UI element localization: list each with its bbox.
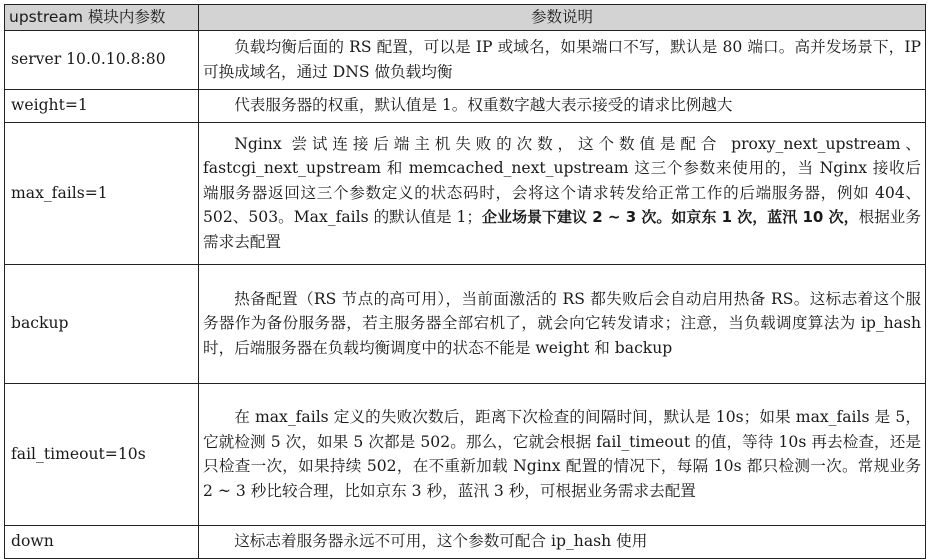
table-row xyxy=(5,30,926,89)
table-row xyxy=(5,122,926,264)
desc-tail-text: 根据业务需求去配置 xyxy=(203,208,921,251)
table-row xyxy=(5,264,926,383)
upstream-params-table xyxy=(4,4,926,559)
param-cell: weight=1 xyxy=(5,89,199,122)
table-row xyxy=(5,525,926,558)
param-cell: down xyxy=(5,525,199,558)
table-header-row xyxy=(5,5,926,31)
desc-cell: 负载均衡后面的 RS 配置，可以是 IP 或域名，如果端口不写，默认是 80 端口。高并发场景下，IP 可换成域名，通过 DNS 做负载均衡 xyxy=(199,30,926,89)
header-param: upstream 模块内参数 xyxy=(5,5,199,31)
desc-cell: 热备配置（RS 节点的高可用），当前面激活的 RS 都失败后会自动启用热备 RS。这标志着这个服务器作为备份服务器，若主服务器全部宕机了，就会向它转发请求；注意，当负载调度算法为 ip_hash 时，后端服务器在负载均衡调度中的状态不能是 weight 和 backup xyxy=(199,264,926,383)
param-cell: max_fails=1 xyxy=(5,122,199,264)
header-desc: 参数说明 xyxy=(199,5,926,31)
desc-cell: 这标志着服务器永远不可用，这个参数可配合 ip_hash 使用 xyxy=(199,525,926,558)
table-row xyxy=(5,89,926,122)
desc-bold-text: 企业场景下建议 2 ~ 3 次。如京东 1 次，蓝汛 10 次， xyxy=(482,208,859,227)
desc-cell: 在 max_fails 定义的失败次数后，距离下次检查的间隔时间，默认是 10s；如果 max_fails 是 5，它就检测 5 次，如果 5 次都是 502。那么，它就会根据 fail_timeout 的值，等待 10s 再去检查，还是只检查一次，如果持续 502，在不重新加载 Nginx 配置的情况下，每隔 10s 都只检测一次。常规业务 2 ~ 3 秒比较合理，比如京东 3 秒，蓝汛 3 秒，可根据业务需求去配置 xyxy=(199,383,926,525)
desc-text: Nginx 尝试连接后端主机失败的次数，这个数值是配合 proxy_next_upstream、fastcgi_next_upstream 和 memcached_next_upstream 这三个参数来使用的，当 Nginx 接收后端服务器返回这三个参数定义的状态码时，会将这个请求转发给正常工作的后端服务器，例如 404、502、503。Max_fails 的默认值是 1； xyxy=(203,134,921,227)
table-row xyxy=(5,383,926,525)
desc-cell: 代表服务器的权重，默认值是 1。权重数字越大表示接受的请求比例越大 xyxy=(199,89,926,122)
param-cell: fail_timeout=10s xyxy=(5,383,199,525)
desc-cell xyxy=(199,122,926,264)
param-cell: server 10.0.10.8:80 xyxy=(5,30,199,89)
param-cell: backup xyxy=(5,264,199,383)
